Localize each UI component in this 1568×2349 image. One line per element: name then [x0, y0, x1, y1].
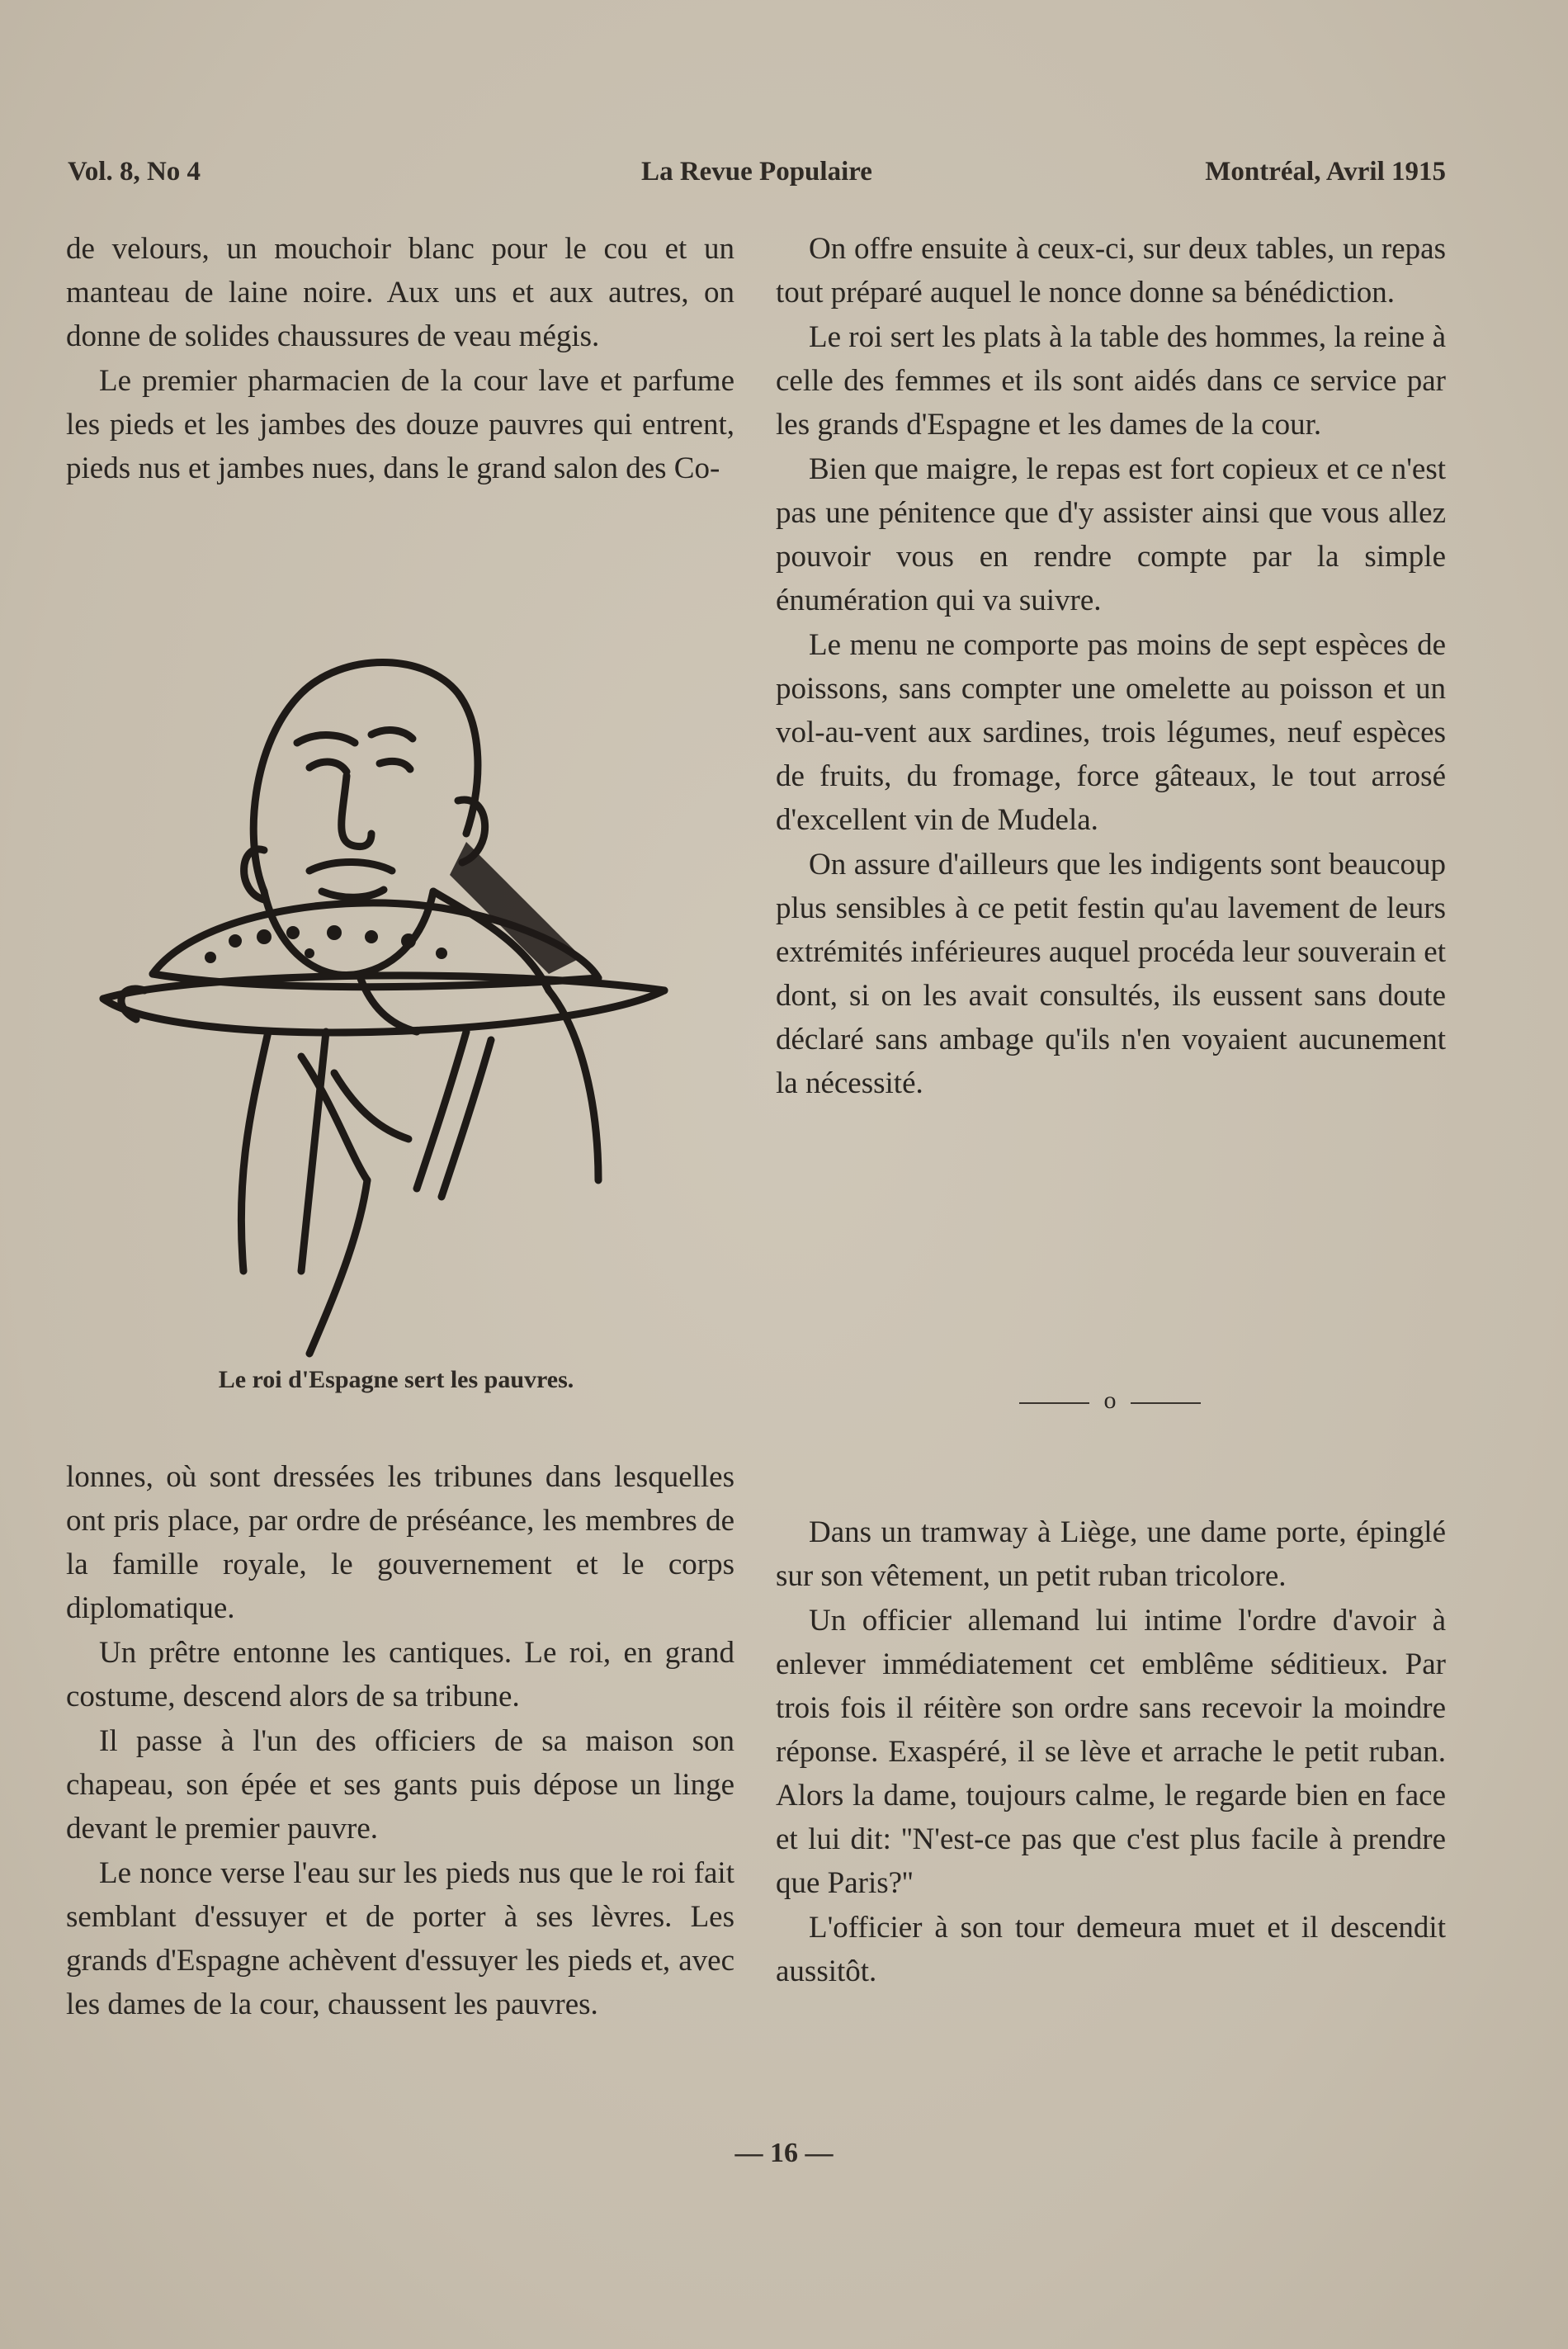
- left-column-bottom: [66, 1455, 734, 2026]
- paragraph: Dans un tramway à Liège, une dame porte, épinglé sur son vêtement, un petit ruban tricolore.: [776, 1515, 1446, 1593]
- paragraph: Bien que maigre, le repas est fort copieux et ce n'est pas une pénitence que d'y assister ainsi que vous allez pouvoir vous en rendre compte par la simple énumération qui va suivre.: [776, 452, 1446, 617]
- paragraph: L'officier à son tour demeura muet et il descendit aussitôt.: [776, 1911, 1446, 1988]
- left-column-top: [66, 227, 734, 490]
- paragraph: de velours, un mouchoir blanc pour le cou et un manteau de laine noire. Aux uns et aux autres, on donne de solides chaussures de veau mégis.: [66, 232, 734, 353]
- paragraph: Le nonce verse l'eau sur les pieds nus que le roi fait semblant d'essuyer et de porter à ses lèvres. Les grands d'Espagne achèvent d'essuyer les pieds et, avec les dames de la cour, chaussent les pauvres.: [66, 1856, 734, 2021]
- paragraph: Le roi sert les plats à la table des hommes, la reine à celle des femmes et ils sont aidés dans ce service par les grands d'Espagne et les dames de la cour.: [776, 320, 1446, 442]
- right-column-top: [776, 227, 1446, 1105]
- illustration-caption: Le roi d'Espagne sert les pauvres.: [218, 1366, 574, 1393]
- page-number: — 16 —: [734, 2138, 834, 2168]
- publication-title: La Revue Populaire: [641, 157, 872, 187]
- paragraph: On assure d'ailleurs que les indigents sont beaucoup plus sensibles à ce petit festin qu'au lavement de leurs extrémités inférieures auquel procéda leur souverain et dont, si on les avait consultés, ils eussent sans doute déclaré sans ambage qu'ils n'en voyaient aucunement la nécessité.: [776, 848, 1446, 1100]
- paragraph: Le menu ne comporte pas moins de sept espèces de poissons, sans compter une omelette au poisson et un vol-au-vent aux sardines, trois légumes, neuf espèces de fruits, du fromage, force gâteaux, le tout arrosé d'excellent vin de Mudela.: [776, 628, 1446, 837]
- paragraph: lonnes, où sont dressées les tribunes dans lesquelles ont pris place, par ordre de préséance, les membres de la famille royale, le gouvernement et le corps diplomatique.: [66, 1460, 734, 1625]
- divider-ornament: o: [1103, 1387, 1117, 1414]
- paragraph: On offre ensuite à ceux-ci, sur deux tables, un repas tout préparé auquel le nonce donne sa bénédiction.: [776, 232, 1446, 310]
- paragraph: Un officier allemand lui intime l'ordre d'avoir à enlever immédiatement cet emblême séditieux. Par trois fois il réitère son ordre sans recevoir la moindre réponse. Exaspéré, il se lève et arrache le petit ruban. Alors la dame, toujours calme, le regarde bien en face et lui dit: ''N'est-ce pas que c'est plus facile à prendre que Paris?'': [776, 1604, 1446, 1900]
- king-serving-illustration: [87, 644, 714, 1362]
- paragraph: Il passe à l'un des officiers de sa maison son chapeau, son épée et ses gants puis dépose un linge devant le premier pauvre.: [66, 1724, 734, 1846]
- section-divider: [1019, 1387, 1201, 1420]
- divider-rule: [1019, 1402, 1089, 1404]
- paragraph: Un prêtre entonne les cantiques. Le roi, en grand costume, descend alors de sa tribune.: [66, 1636, 734, 1713]
- divider-rule: [1131, 1402, 1201, 1404]
- running-header: [68, 157, 1446, 196]
- paragraph: Le premier pharmacien de la cour lave et parfume les pieds et les jambes des douze pauvres qui entrent, pieds nus et jambes nues, dans le grand salon des Co-: [66, 364, 734, 485]
- right-column-bottom: [776, 1510, 1446, 1993]
- issue-date: Montréal, Avril 1915: [1205, 157, 1446, 187]
- volume-number: Vol. 8, No 4: [68, 157, 201, 187]
